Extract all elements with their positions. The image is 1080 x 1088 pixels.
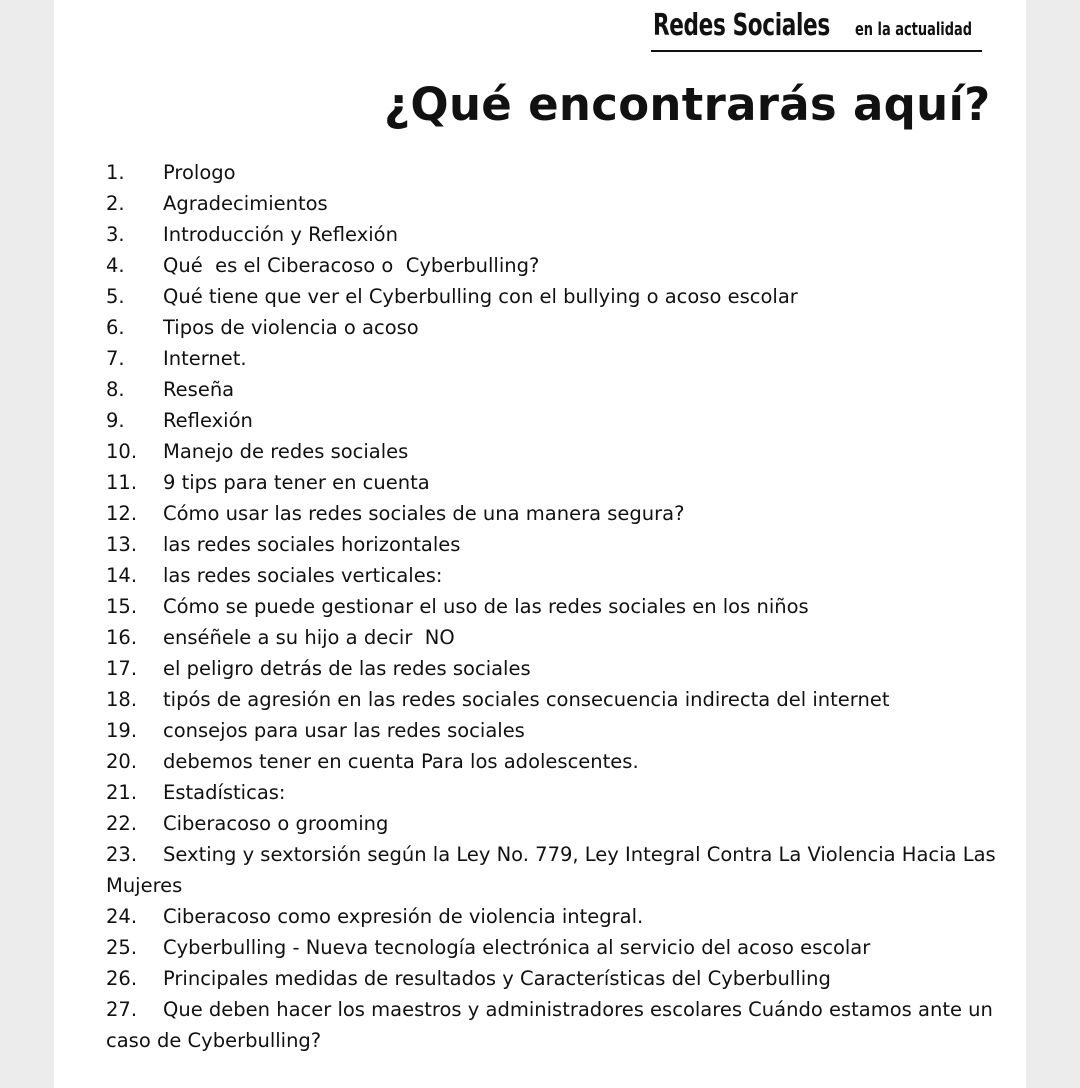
toc-item <box>106 653 1006 684</box>
toc-item-number: 12. <box>106 502 138 525</box>
toc-item <box>106 374 1006 405</box>
toc-item-text: tipós de agresión en las redes sociales consecuencia indirecta del internet <box>163 688 890 711</box>
running-header <box>651 6 982 52</box>
toc-item-number: 3. <box>106 223 125 246</box>
toc-item <box>106 963 1006 994</box>
toc-item-text: Ciberacoso o grooming <box>163 812 389 835</box>
toc-item-number: 7. <box>106 347 125 370</box>
toc-item-number: 14. <box>106 564 138 587</box>
toc-item-text: Introducción y Reflexión <box>163 223 398 246</box>
toc-item-number: 4. <box>106 254 125 277</box>
toc-item-text: Reflexión <box>163 409 253 432</box>
toc-item-text: Ciberacoso como expresión de violencia integral. <box>163 905 644 928</box>
page-title: ¿Qué encontrarás aquí? <box>384 78 991 131</box>
toc-item-number: 10. <box>106 440 138 463</box>
toc-item-text: el peligro detrás de las redes sociales <box>163 657 531 680</box>
header-tagline: en la actualidad <box>855 19 973 40</box>
toc-item-text: consejos para usar las redes sociales <box>163 719 525 742</box>
toc-item-text: Cyberbulling - Nueva tecnología electrónica al servicio del acoso escolar <box>163 936 871 959</box>
toc-item-number: 16. <box>106 626 138 649</box>
toc-item-text: Internet. <box>163 347 247 370</box>
toc-item-number: 8. <box>106 378 125 401</box>
toc-item-number: 18. <box>106 688 138 711</box>
table-of-contents <box>106 157 1006 1056</box>
toc-item-number: 9. <box>106 409 125 432</box>
toc-item <box>106 808 1006 839</box>
toc-item-number: 19. <box>106 719 138 742</box>
toc-item-number: 26. <box>106 967 138 990</box>
toc-item <box>106 994 1006 1056</box>
toc-item-text: Reseña <box>163 378 235 401</box>
toc-item-number: 11. <box>106 471 138 494</box>
toc-item <box>106 715 1006 746</box>
toc-item <box>106 932 1006 963</box>
toc-item <box>106 157 1006 188</box>
toc-item-text: debemos tener en cuenta Para los adolescentes. <box>163 750 639 773</box>
toc-item-text: Tipos de violencia o acoso <box>163 316 419 339</box>
toc-item <box>106 746 1006 777</box>
toc-item <box>106 312 1006 343</box>
toc-item-text: las redes sociales horizontales <box>163 533 461 556</box>
document-page <box>54 0 1026 1088</box>
toc-item-text: Principales medidas de resultados y Características del Cyberbulling <box>163 967 831 990</box>
toc-item-text: Agradecimientos <box>163 192 328 215</box>
toc-item <box>106 529 1006 560</box>
toc-item-text: las redes sociales verticales: <box>163 564 443 587</box>
toc-item <box>106 777 1006 808</box>
toc-item <box>106 684 1006 715</box>
toc-item-text: Qué tiene que ver el Cyberbulling con el bullying o acoso escolar <box>163 285 798 308</box>
toc-item-text: Prologo <box>163 161 236 184</box>
toc-item <box>106 405 1006 436</box>
toc-item-number: 1. <box>106 161 125 184</box>
toc-item-text: Manejo de redes sociales <box>163 440 409 463</box>
toc-item-number: 5. <box>106 285 125 308</box>
toc-item-number: 15. <box>106 595 138 618</box>
toc-item <box>106 436 1006 467</box>
toc-item-text: 9 tips para tener en cuenta <box>163 471 430 494</box>
toc-item-number: 27. <box>106 998 138 1021</box>
toc-item <box>106 498 1006 529</box>
toc-item-number: 13. <box>106 533 138 556</box>
toc-item-number: 20. <box>106 750 138 773</box>
toc-item-number: 25. <box>106 936 138 959</box>
toc-item-number: 2. <box>106 192 125 215</box>
toc-item <box>106 250 1006 281</box>
toc-item-text: Que deben hacer los maestros y administradores escolares Cuándo estamos ante un caso de Cyberbulling? <box>106 998 993 1052</box>
toc-item-number: 17. <box>106 657 138 680</box>
toc-item <box>106 901 1006 932</box>
toc-item-text: enséñele a su hijo a decir NO <box>163 626 455 649</box>
toc-item-text: Qué es el Ciberacoso o Cyberbulling? <box>163 254 540 277</box>
toc-item-number: 24. <box>106 905 138 928</box>
toc-item-text: Sexting y sextorsión según la Ley No. 779, Ley Integral Contra La Violencia Hacia Las Mujeres <box>106 843 996 897</box>
toc-item <box>106 281 1006 312</box>
toc-item <box>106 560 1006 591</box>
toc-item <box>106 467 1006 498</box>
toc-item <box>106 622 1006 653</box>
toc-item <box>106 591 1006 622</box>
toc-item <box>106 219 1006 250</box>
toc-item <box>106 343 1006 374</box>
toc-item-number: 22. <box>106 812 138 835</box>
toc-item-text: Cómo se puede gestionar el uso de las redes sociales en los niños <box>163 595 809 618</box>
toc-item-number: 23. <box>106 843 138 866</box>
toc-item <box>106 839 1006 901</box>
toc-item-text: Estadísticas: <box>163 781 286 804</box>
header-brand: Redes Sociales <box>652 8 830 43</box>
toc-item-text: Cómo usar las redes sociales de una manera segura? <box>163 502 685 525</box>
toc-item <box>106 188 1006 219</box>
toc-item-number: 6. <box>106 316 125 339</box>
toc-item-number: 21. <box>106 781 138 804</box>
